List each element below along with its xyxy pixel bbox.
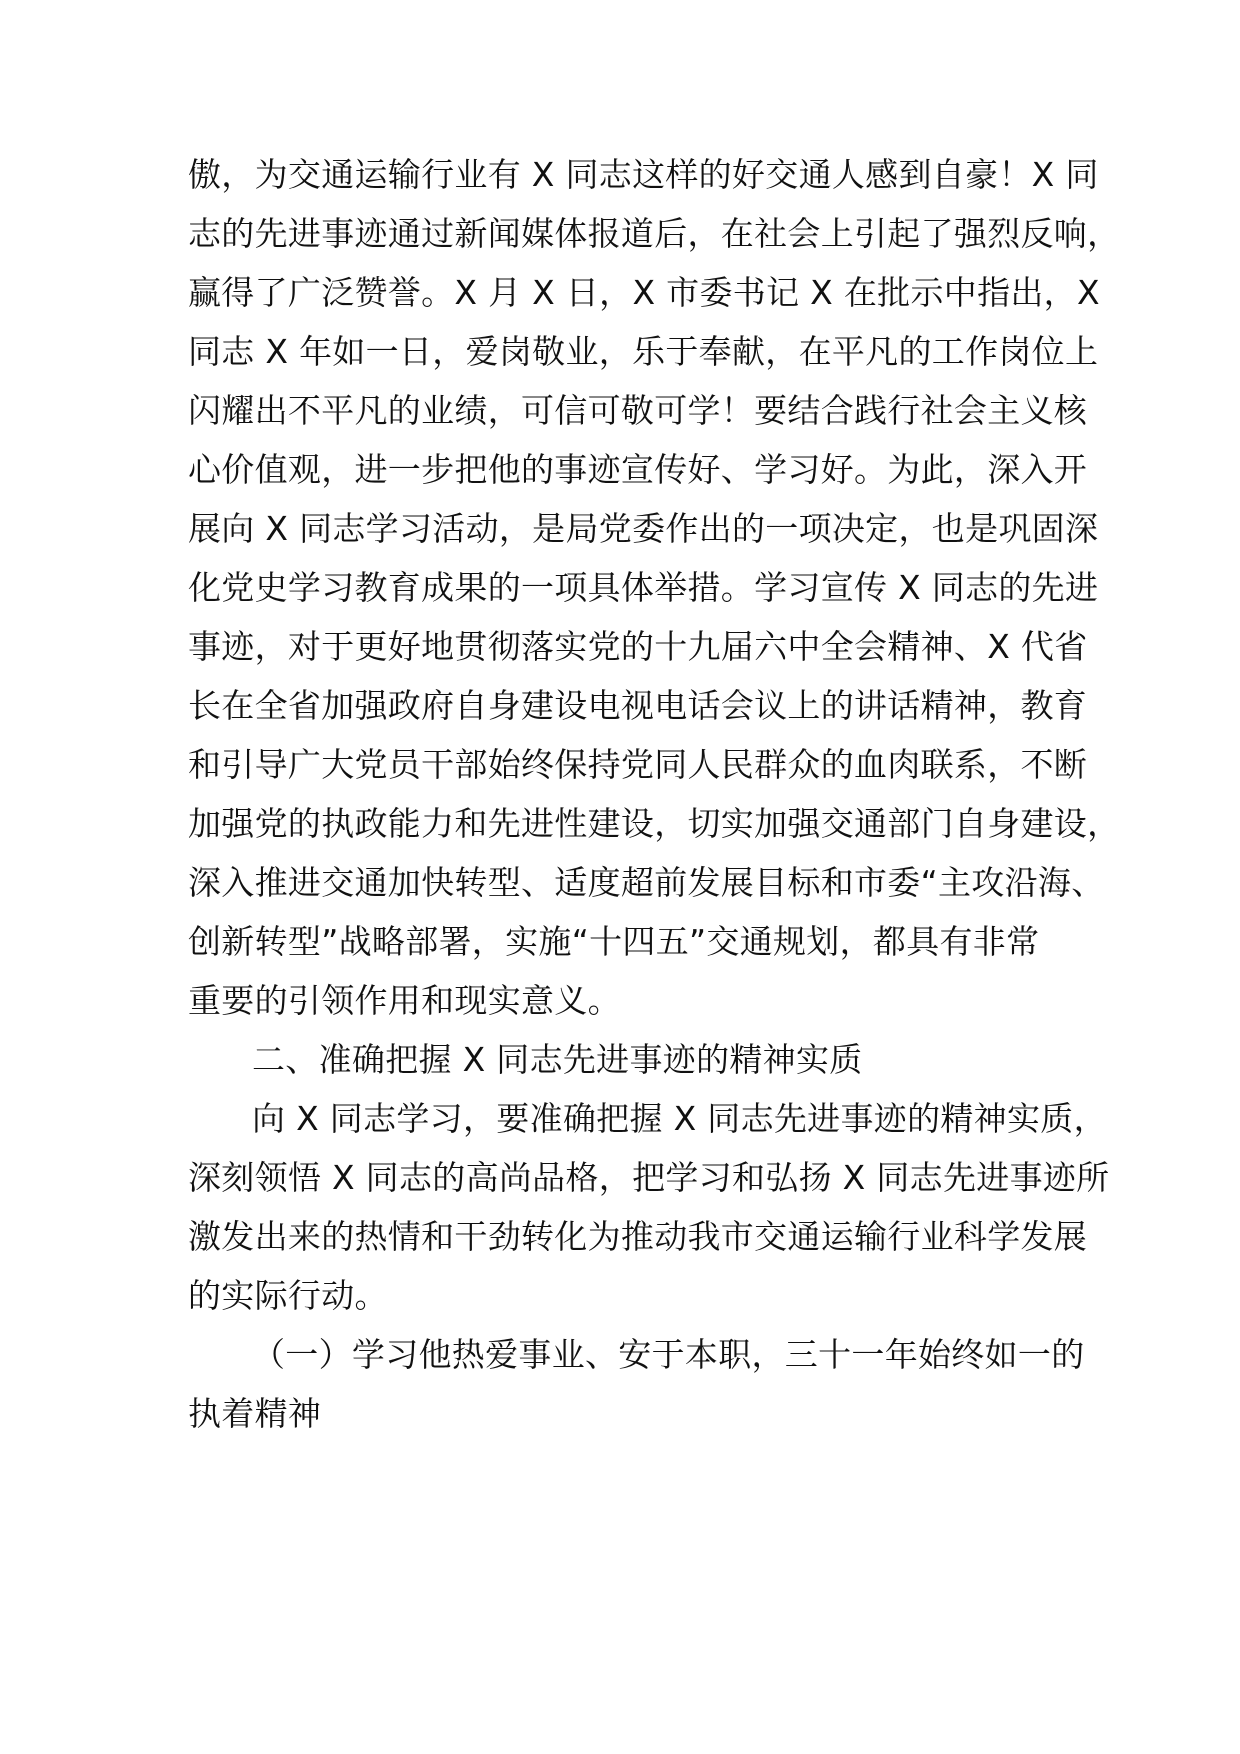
text-line: 加强党的执政能力和先进性建设，切实加强交通部门自身建设， — [188, 804, 1121, 843]
text-line: 事迹，对于更好地贯彻落实党的十九届六中全会精神、X 代省 — [188, 627, 1088, 666]
text-line: 和引导广大党员干部始终保持党同人民群众的血肉联系，不断 — [188, 745, 1088, 784]
text-line: 激发出来的热情和干劲转化为推动我市交通运输行业科学发展 — [188, 1217, 1088, 1256]
section-heading: 二、准确把握 X 同志先进事迹的精神实质 — [252, 1040, 863, 1079]
text-line: 化党史学习教育成果的一项具体举措。学习宣传 X 同志的先进 — [188, 568, 1099, 607]
text-line: 傲，为交通运输行业有 X 同志这样的好交通人感到自豪！X 同 — [188, 155, 1099, 194]
text-line: 深入推进交通加快转型、适度超前发展目标和市委“主攻沿海、 — [188, 863, 1105, 902]
text-line: 展向 X 同志学习活动，是局党委作出的一项决定，也是巩固深 — [188, 509, 1099, 548]
text-line: 向 X 同志学习，要准确把握 X 同志先进事迹的精神实质， — [252, 1099, 1107, 1138]
text-line: 闪耀出不平凡的业绩，可信可敬可学！要结合践行社会主义核 — [188, 391, 1088, 430]
text-line: 重要的引领作用和现实意义。 — [188, 981, 621, 1020]
text-line: 深刻领悟 X 同志的高尚品格，把学习和弘扬 X 同志先进事迹所 — [188, 1158, 1110, 1197]
text-line: 赢得了广泛赞誉。X 月 X 日，X 市委书记 X 在批示中指出，X — [188, 273, 1100, 312]
text-line: 志的先进事迹通过新闻媒体报道后，在社会上引起了强烈反响， — [188, 214, 1121, 253]
text-line: 同志 X 年如一日，爱岗敬业，乐于奉献，在平凡的工作岗位上 — [188, 332, 1099, 371]
text-line: 的实际行动。 — [188, 1276, 388, 1315]
text-line: 长在全省加强政府自身建设电视电话会议上的讲话精神，教育 — [188, 686, 1088, 725]
subsection-heading-continued: 执着精神 — [188, 1394, 322, 1433]
text-line: 心价值观，进一步把他的事迹宣传好、学习好。为此，深入开 — [188, 450, 1088, 489]
subsection-heading: （一）学习他热爱事业、安于本职，三十一年始终如一的 — [252, 1335, 1085, 1374]
text-line: 创新转型”战略部署，实施“十四五”交通规划，都具有非常 — [188, 922, 1040, 961]
